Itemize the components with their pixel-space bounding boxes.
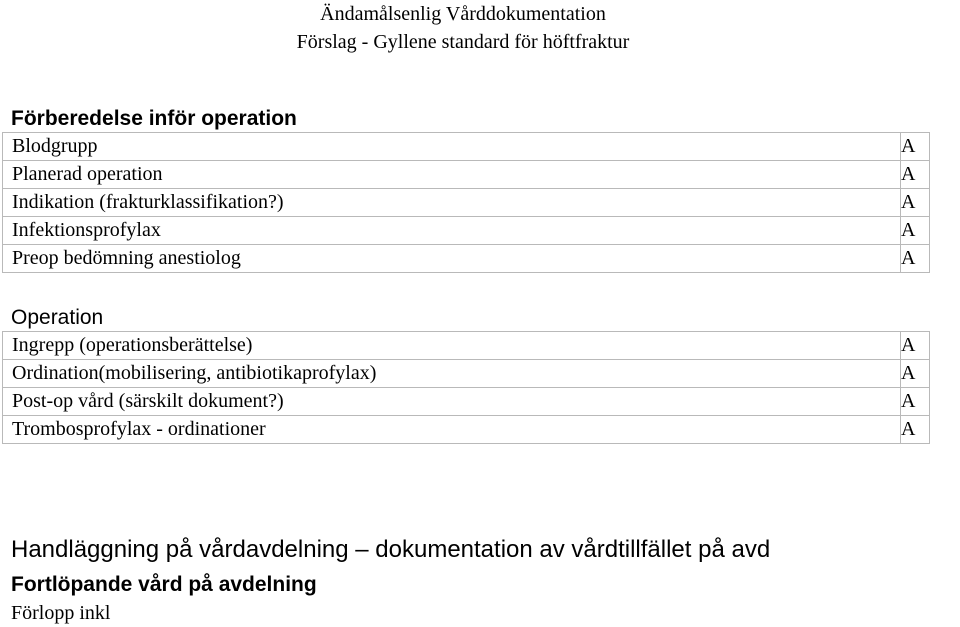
preop-table <box>2 132 930 273</box>
table-row <box>3 133 930 161</box>
preop-section <box>2 106 930 273</box>
row-label: Blodgrupp <box>3 133 901 161</box>
row-label: Trombosprofylax - ordinationer <box>3 416 901 444</box>
table-row <box>3 360 930 388</box>
row-label: Ordination(mobilisering, antibiotikaprofylax) <box>3 360 901 388</box>
row-label: Infektionsprofylax <box>3 217 901 245</box>
ward-text: Förlopp inkl <box>11 602 111 624</box>
row-code: A <box>901 245 930 273</box>
document-subtitle: Förslag - Gyllene standard för höftfraktur <box>296 31 630 53</box>
row-label: Planerad operation <box>3 161 901 189</box>
row-code: A <box>901 189 930 217</box>
operation-heading: Operation <box>11 306 104 329</box>
table-row <box>3 388 930 416</box>
row-label: Post-op vård (särskilt dokument?) <box>3 388 901 416</box>
row-label: Ingrepp (operationsberättelse) <box>3 332 901 360</box>
table-row <box>3 416 930 444</box>
operation-section <box>2 305 930 444</box>
table-row <box>3 161 930 189</box>
row-code: A <box>901 332 930 360</box>
row-code: A <box>901 133 930 161</box>
table-row <box>3 189 930 217</box>
row-code: A <box>901 161 930 189</box>
table-row <box>3 217 930 245</box>
operation-table <box>2 331 930 444</box>
table-row <box>3 332 930 360</box>
row-code: A <box>901 360 930 388</box>
table-row <box>3 245 930 273</box>
preop-heading: Förberedelse inför operation <box>11 107 297 130</box>
row-code: A <box>901 388 930 416</box>
ward-heading: Handläggning på vårdavdelning – dokumentation av vårdtillfället på avd <box>11 536 771 563</box>
row-label: Preop bedömning anestiolog <box>3 245 901 273</box>
document-title: Ändamålsenlig Vårddokumentation <box>320 3 606 25</box>
row-code: A <box>901 217 930 245</box>
ward-subheading: Fortlöpande vård på avdelning <box>11 573 317 596</box>
row-label: Indikation (frakturklassifikation?) <box>3 189 901 217</box>
row-code: A <box>901 416 930 444</box>
